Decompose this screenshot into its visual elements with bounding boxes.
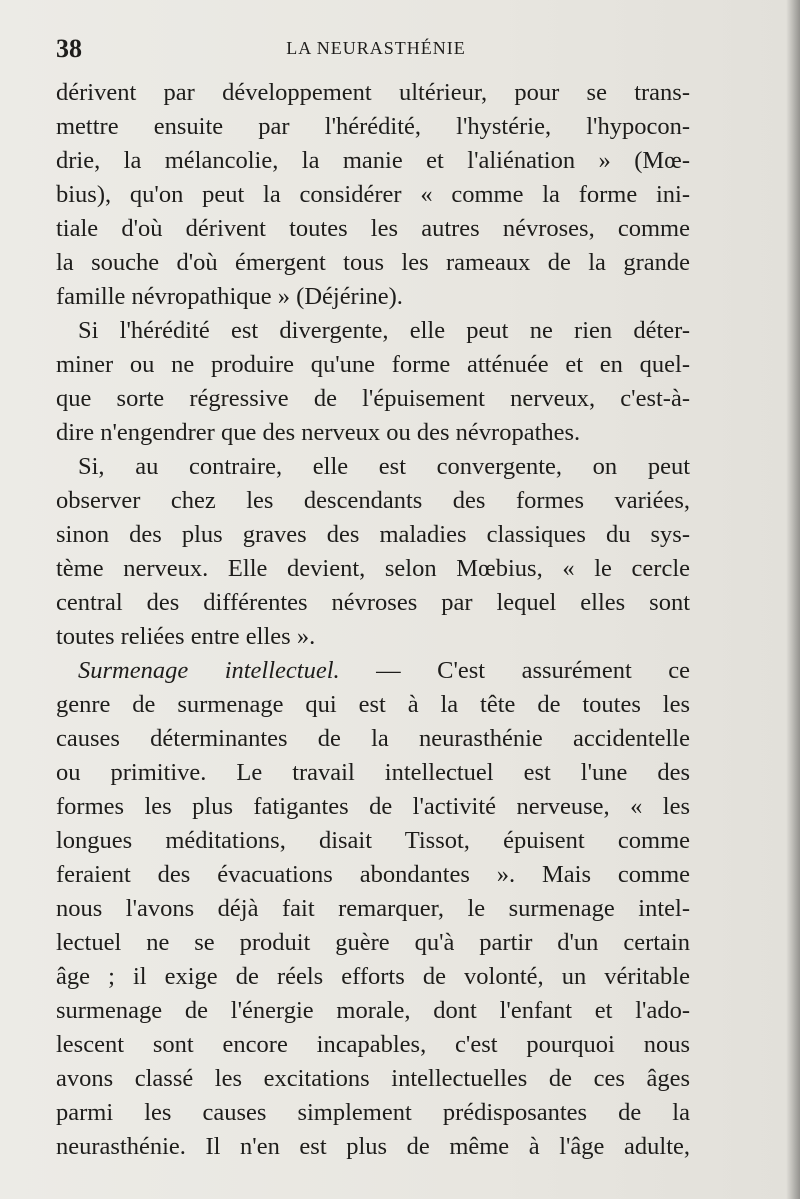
text-line: sinon des plus graves des maladies classiques du sys- (56, 521, 690, 548)
text-line: parmi les causes simplement prédisposantes de la (56, 1099, 690, 1126)
text-line: toutes reliées entre elles ». (56, 623, 316, 650)
text-line: miner ou ne produire qu'une forme atténuée et en quel- (56, 351, 690, 378)
text-line: tème nerveux. Elle devient, selon Mœbius, « le cercle (56, 555, 690, 582)
text-line: lectuel ne se produit guère qu'à partir d'un certain (56, 929, 690, 956)
page-number: 38 (56, 34, 82, 63)
text-line: genre de surmenage qui est à la tête de toutes les (56, 691, 690, 718)
text-line: feraient des évacuations abondantes ». Mais comme (56, 861, 690, 888)
text-line: Si l'hérédité est divergente, elle peut ne rien déter- (78, 317, 690, 344)
text-line: central des différentes névroses par lequel elles sont (56, 589, 690, 616)
text-line: — C'est assurément ce (376, 657, 691, 684)
text-line: mettre ensuite par l'hérédité, l'hystérie, l'hypocon- (56, 113, 690, 140)
text-line: famille névropathique » (Déjérine). (56, 283, 403, 310)
text-line: observer chez les descendants des formes variées, (56, 487, 690, 514)
text-line: que sorte régressive de l'épuisement nerveux, c'est-à- (56, 385, 690, 412)
text-line: lescent sont encore incapables, c'est pourquoi nous (56, 1031, 690, 1058)
section-heading: Surmenage intellectuel. (78, 657, 340, 684)
page-header (56, 30, 696, 70)
text-line: la souche d'où émergent tous les rameaux de la grande (56, 249, 690, 276)
text-line: formes les plus fatigantes de l'activité nerveuse, « les (56, 793, 690, 820)
text-line: drie, la mélancolie, la manie et l'aliénation » (Mœ- (56, 147, 690, 174)
text-line: âge ; il exige de réels efforts de volonté, un véritable (56, 963, 690, 990)
text-line: dire n'engendrer que des nerveux ou des névropathes. (56, 419, 581, 446)
text-line: nous l'avons déjà fait remarquer, le surmenage intel- (56, 895, 690, 922)
text-line: Si, au contraire, elle est convergente, on peut (78, 453, 690, 480)
text-line: tiale d'où dérivent toutes les autres névroses, comme (56, 215, 690, 242)
text-line: neurasthénie. Il n'en est plus de même à l'âge adulte, (56, 1133, 690, 1160)
section-heading-line (56, 654, 690, 688)
text-line: longues méditations, disait Tissot, épuisent comme (56, 827, 690, 854)
text-line: surmenage de l'énergie morale, dont l'enfant et l'ado- (56, 997, 690, 1024)
text-line: bius), qu'on peut la considérer « comme la forme ini- (56, 181, 690, 208)
text-line: ou primitive. Le travail intellectuel est l'une des (56, 759, 690, 786)
text-line: causes déterminantes de la neurasthénie accidentelle (56, 725, 690, 752)
text-line: dérivent par développement ultérieur, pour se trans- (56, 79, 690, 106)
running-title: LA NEURASTHÉNIE (286, 38, 466, 58)
text-line: avons classé les excitations intellectuelles de ces âges (56, 1065, 690, 1092)
body-text (56, 76, 690, 1164)
page-edge-shadow (786, 0, 800, 1199)
